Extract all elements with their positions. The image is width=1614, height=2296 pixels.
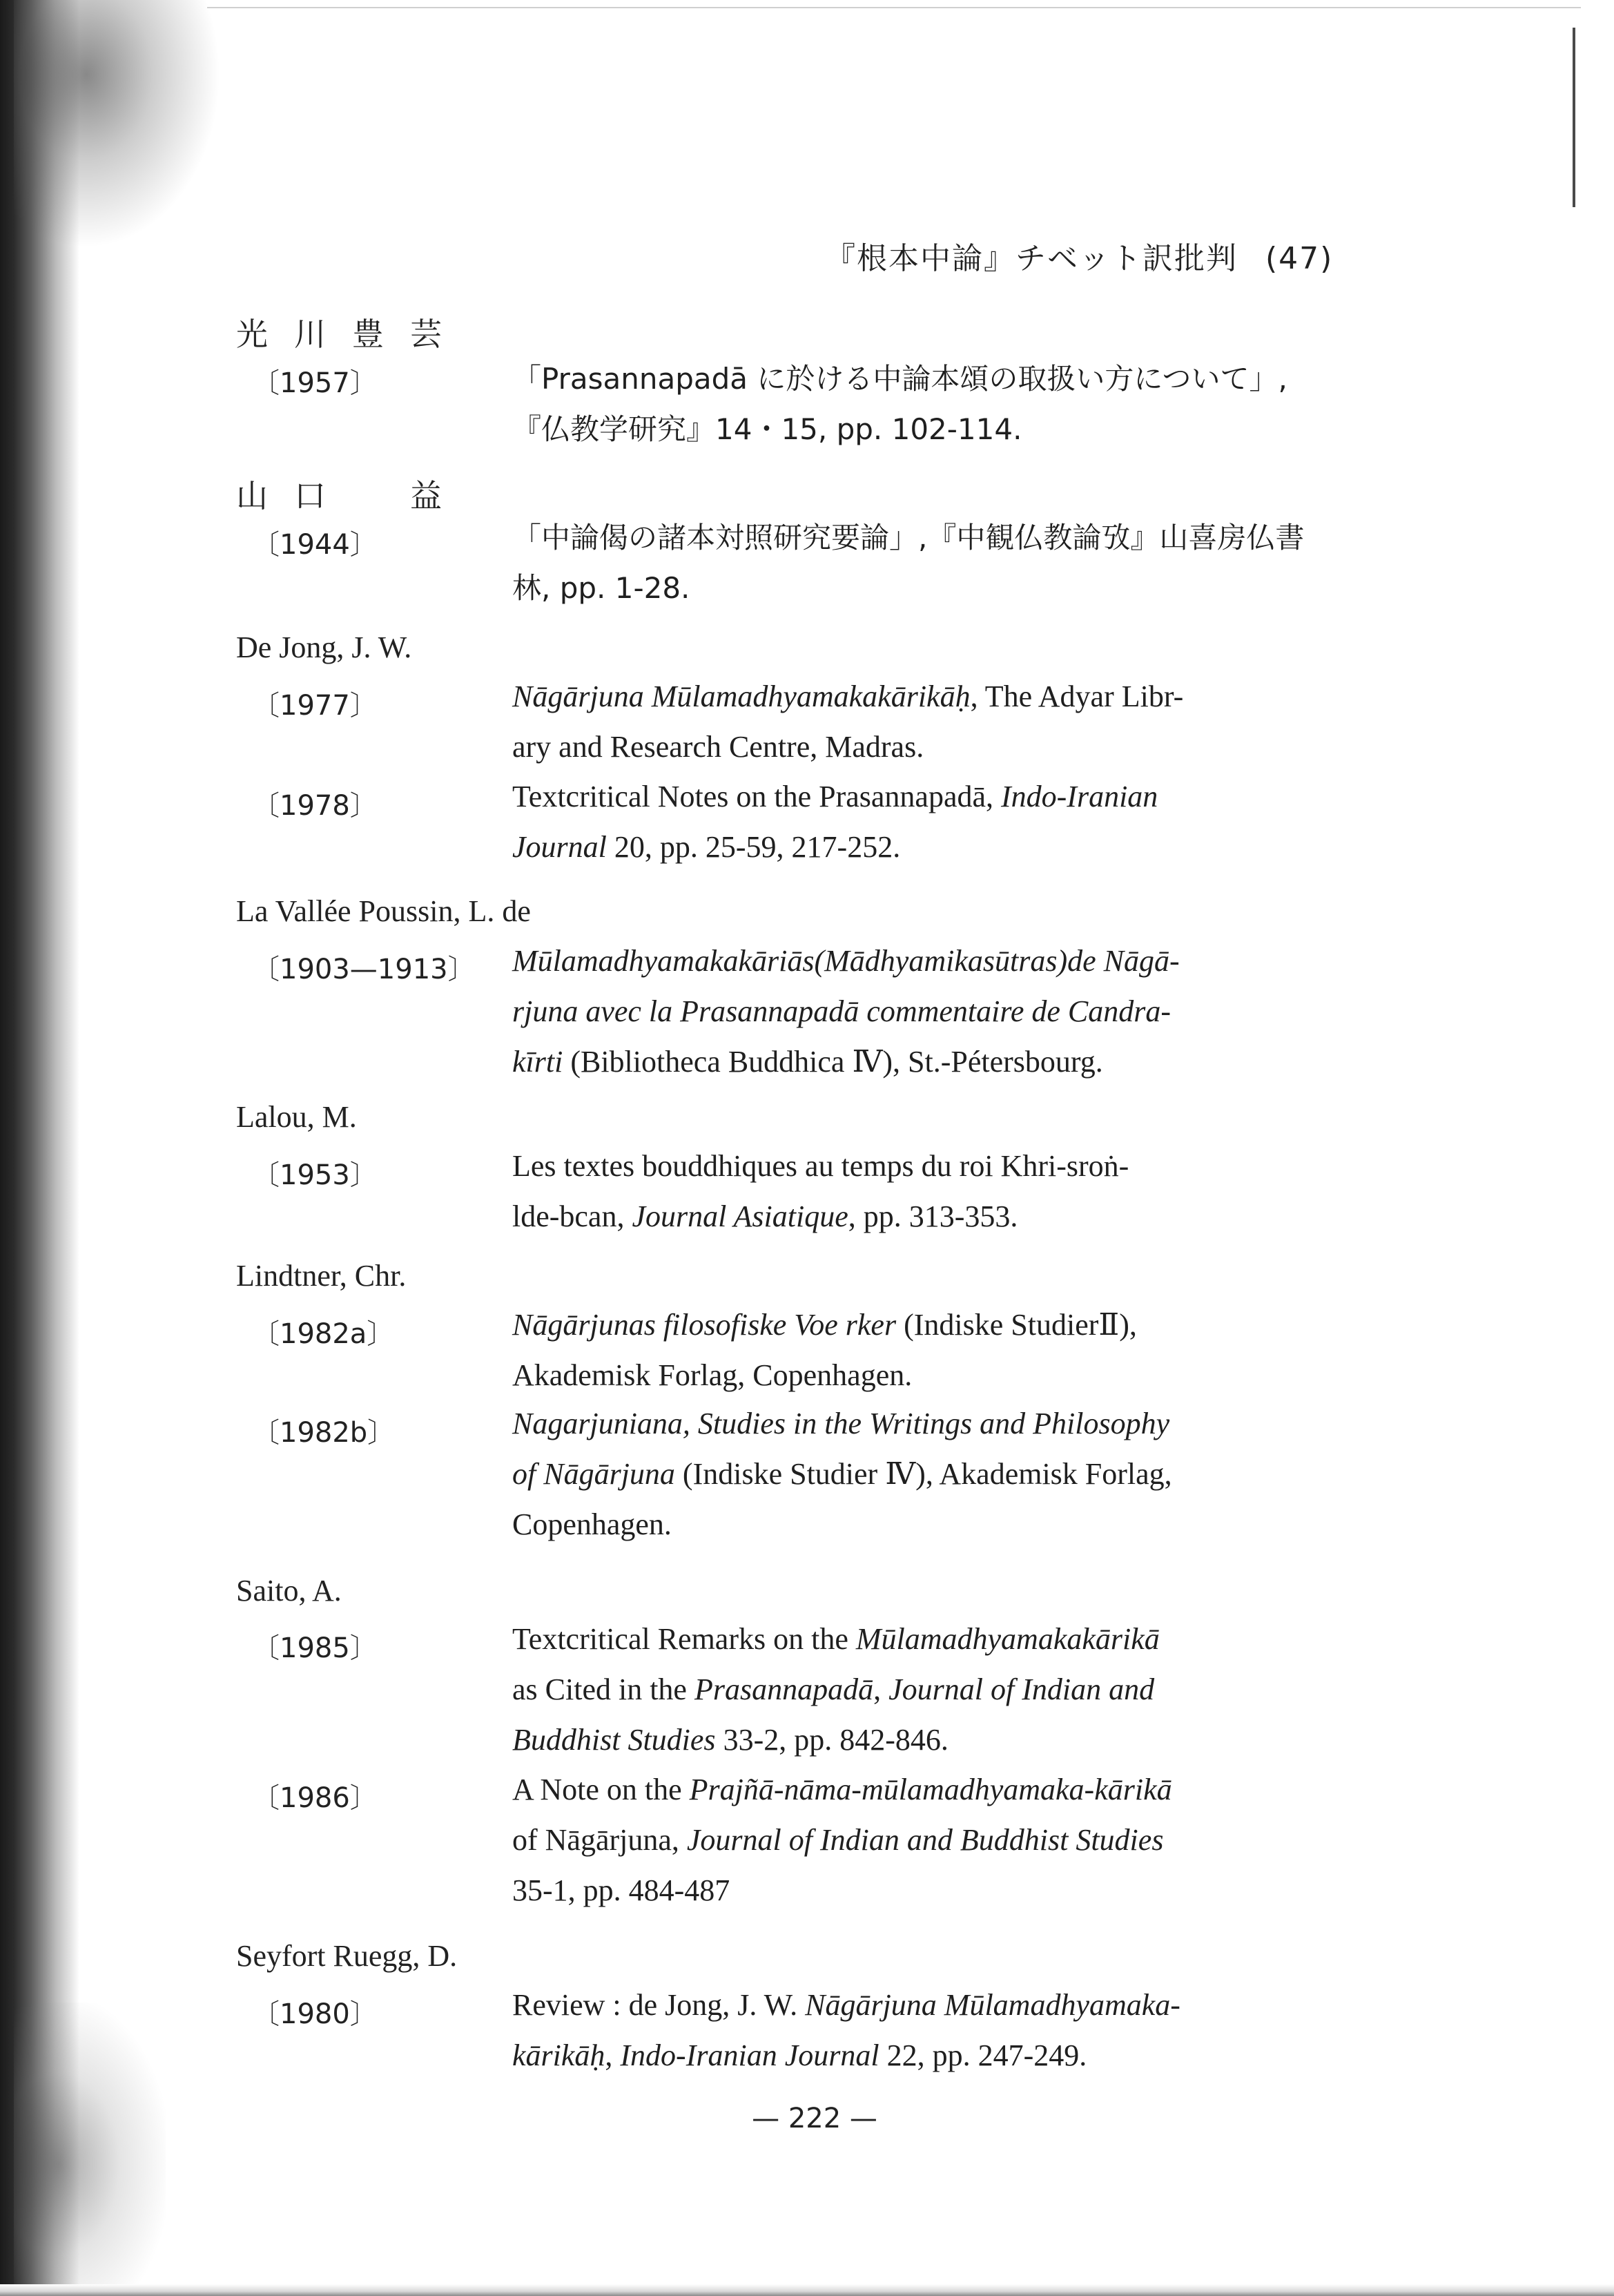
bib-line: Akademisk Forlag, Copenhagen. — [512, 1358, 913, 1392]
running-head-page-ref: (47) — [1265, 241, 1334, 276]
bib-author: 光川豊芸 — [236, 316, 468, 353]
bib-text — [512, 512, 1341, 613]
bib-year: 〔1985〕 — [252, 1632, 378, 1664]
bib-year: 〔1982a〕 — [252, 1318, 395, 1350]
bib-line: 林, pp. 1-28. — [512, 571, 690, 605]
bib-year: 〔1977〕 — [252, 690, 378, 722]
bib-line: Buddhist Studies 33-2, pp. 842-846. — [512, 1723, 949, 1757]
bib-year: 〔1944〕 — [252, 529, 378, 561]
bib-year: 〔1957〕 — [252, 367, 378, 399]
bib-line: rjuna avec la Prasannapadā commentaire de Candra- — [512, 994, 1171, 1028]
bib-text — [512, 1300, 1341, 1400]
bib-year: 〔1986〕 — [252, 1782, 378, 1814]
bib-year: 〔1953〕 — [252, 1159, 378, 1191]
bib-text — [512, 354, 1341, 454]
bib-author: Lalou, M. — [236, 1100, 357, 1134]
bib-line: A Note on the Prajñā-nāma-mūlamadhyamaka-kārikā — [512, 1773, 1172, 1806]
bib-year: 〔1980〕 — [252, 1998, 378, 2030]
bib-text — [512, 671, 1341, 772]
scan-smudge-top — [14, 0, 221, 249]
bib-line: Mūlamadhyamakakāriās(Mādhyamikasūtras)de Nāgā- — [512, 944, 1180, 978]
bib-line: 『仏教学研究』14・15, pp. 102-114. — [512, 412, 1022, 446]
bib-line: kīrti (Bibliotheca Buddhica Ⅳ), St.-Pétersbourg. — [512, 1045, 1103, 1079]
bib-year: 〔1982b〕 — [252, 1417, 396, 1449]
bib-text — [512, 936, 1341, 1087]
bib-line: as Cited in the Prasannapadā, Journal of Indian and — [512, 1672, 1155, 1706]
scan-smudge-bottom — [14, 2003, 166, 2296]
bib-line: 「Prasannapadā に於ける中論本頌の取扱い方について」, — [512, 362, 1287, 396]
bib-line: Copenhagen. — [512, 1507, 672, 1541]
bib-author: De Jong, J. W. — [236, 630, 412, 664]
scan-top-edge — [207, 7, 1581, 8]
bib-text — [512, 1764, 1341, 1916]
bib-line: Textcritical Notes on the Prasannapadā, Indo-Iranian — [512, 780, 1158, 813]
bib-line: Journal 20, pp. 25-59, 217-252. — [512, 830, 901, 864]
bib-author: La Vallée Poussin, L. de — [236, 894, 531, 928]
bib-line: lde-bcan, Journal Asiatique, pp. 313-353. — [512, 1199, 1018, 1233]
bib-line: Nāgārjuna Mūlamadhyamakakārikāḥ, The Adyar Libr- — [512, 679, 1184, 713]
bib-text — [512, 1398, 1341, 1550]
scan-right-mark — [1573, 28, 1575, 207]
bib-line: Les textes bouddhiques au temps du roi Khri-sroṅ- — [512, 1149, 1129, 1183]
page-number: — 222 — — [752, 2103, 877, 2134]
bib-text — [512, 771, 1341, 872]
bib-text — [512, 1141, 1341, 1242]
bib-author: Seyfort Ruegg, D. — [236, 1939, 458, 1973]
bib-year: 〔1978〕 — [252, 790, 378, 822]
bib-author: Lindtner, Chr. — [236, 1259, 407, 1293]
bib-line: of Nāgārjuna (Indiske Studier Ⅳ), Akademisk Forlag, — [512, 1457, 1172, 1491]
scan-shadow-left — [0, 0, 79, 2296]
running-head — [825, 233, 1333, 278]
bib-year: 〔1903—1913〕 — [252, 954, 476, 985]
bib-line: 35-1, pp. 484-487 — [512, 1873, 730, 1907]
bib-line: Nagarjuniana, Studies in the Writings and Philosophy — [512, 1407, 1170, 1440]
bib-author: 山口 益 — [236, 477, 468, 514]
bib-line: 「中論偈の諸本対照研究要論」,『中観仏教論攷』山喜房仏書 — [512, 521, 1305, 554]
scan-bottom-edge — [0, 2284, 1614, 2296]
bib-line: Textcritical Remarks on the Mūlamadhyamakakārikā — [512, 1622, 1160, 1656]
bib-text — [512, 1614, 1341, 1765]
bib-line: ary and Research Centre, Madras. — [512, 730, 924, 764]
bib-text — [512, 1980, 1341, 2081]
bib-line: of Nāgārjuna, Journal of Indian and Buddhist Studies — [512, 1823, 1164, 1857]
bib-line: Nāgārjunas filosofiske Voe rker (Indiske StudierⅡ), — [512, 1308, 1137, 1342]
running-head-title: 『根本中論』チベット訳批判 — [825, 241, 1238, 276]
bib-author: Saito, A. — [236, 1574, 342, 1608]
bib-line: kārikāḥ, Indo-Iranian Journal 22, pp. 247-249. — [512, 2038, 1087, 2072]
bib-line: Review : de Jong, J. W. Nāgārjuna Mūlamadhyamaka- — [512, 1988, 1180, 2022]
